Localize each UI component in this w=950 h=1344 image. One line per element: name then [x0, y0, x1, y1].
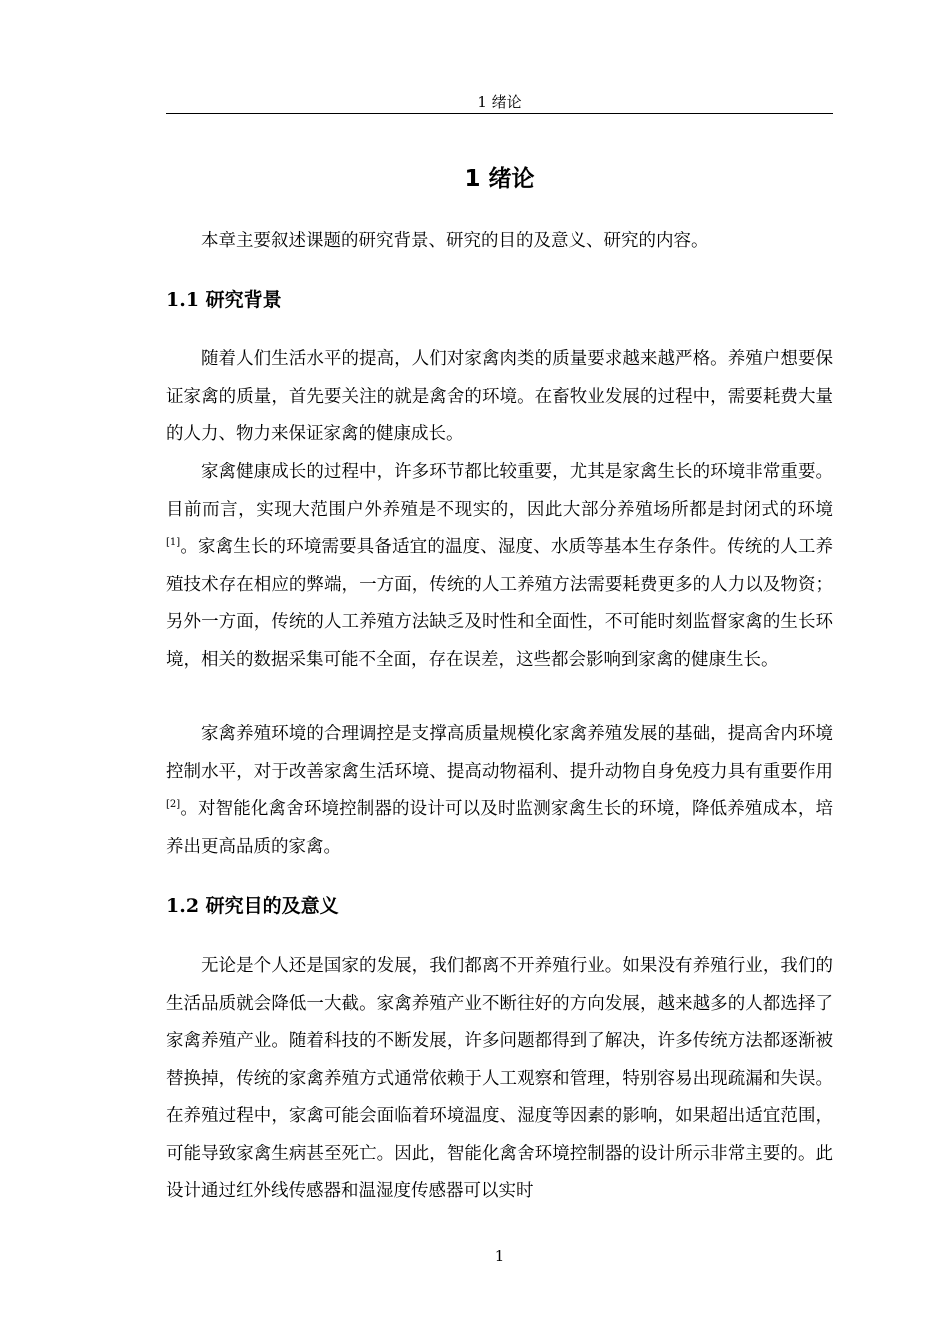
section-1-1-paragraph-3 — [166, 716, 833, 866]
section-1-1-paragraph-1: 随着人们生活水平的提高，人们对家禽肉类的质量要求越来越严格。养殖户想要保证家禽的质量，首先要关注的就是禽舍的环境。在畜牧业发展的过程中，需要耗费大量的人力、物力来保证家禽的健康成长。 — [166, 349, 833, 444]
running-header: 1 绪论 — [477, 93, 522, 111]
paragraph-text: 。家禽生长的环境需要具备适宜的温度、湿度、水质等基本生存条件。传统的人工养殖技术存在相应的弊端，一方面，传统的人工养殖方法需要耗费更多的人力以及物资；另外一方面，传统的人工养殖方法缺乏及时性和全面性，不可能时刻监督家禽的生长环境，相关的数据采集可能不全面，存在误差，这些都会影响到家禽的健康生长。 — [166, 537, 833, 670]
chapter-intro-paragraph: 本章主要叙述课题的研究背景、研究的目的及意义、研究的内容。 — [201, 231, 709, 251]
chapter-title: 1 绪论 — [464, 166, 535, 192]
citation-ref: [1] — [166, 537, 181, 549]
section-heading-1-1: 1.1 研究背景 — [166, 289, 282, 311]
header-rule — [166, 113, 833, 114]
paragraph-text: 家禽健康成长的过程中，许多环节都比较重要，尤其是家禽生长的环境非常重要。目前而言，实现大范围户外养殖是不现实的，因此大部分养殖场所都是封闭式的环境 — [166, 462, 833, 520]
paragraph-text: 。对智能化禽舍环境控制器的设计可以及时监测家禽生长的环境，降低养殖成本，培养出更高品质的家禽。 — [166, 799, 833, 857]
section-1-2-paragraph-1: 无论是个人还是国家的发展，我们都离不开养殖行业。如果没有养殖行业，我们的生活品质就会降低一大截。家禽养殖产业不断往好的方向发展，越来越多的人都选择了家禽养殖产业。随着科技的不断发展，许多问题都得到了解决，许多传统方法都逐渐被替换掉，传统的家禽养殖方式通常依赖于人工观察和管理，特别容易出现疏漏和失误。在养殖过程中，家禽可能会面临着环境温度、湿度等因素的影响，如果超出适宜范围，可能导致家禽生病甚至死亡。因此，智能化禽舍环境控制器的设计所示非常主要的。此设计通过红外线传感器和温湿度传感器可以实时 — [166, 956, 833, 1201]
section-heading-1-2: 1.2 研究目的及意义 — [166, 895, 339, 917]
section-1-1-paragraph-2 — [166, 454, 833, 679]
paragraph-text: 家禽养殖环境的合理调控是支撑高质量规模化家禽养殖发展的基础，提高舍内环境控制水平，对于改善家禽生活环境、提高动物福利、提升动物自身免疫力具有重要作用 — [166, 724, 833, 782]
page-number: 1 — [494, 1247, 505, 1265]
citation-ref: [2] — [166, 799, 181, 811]
